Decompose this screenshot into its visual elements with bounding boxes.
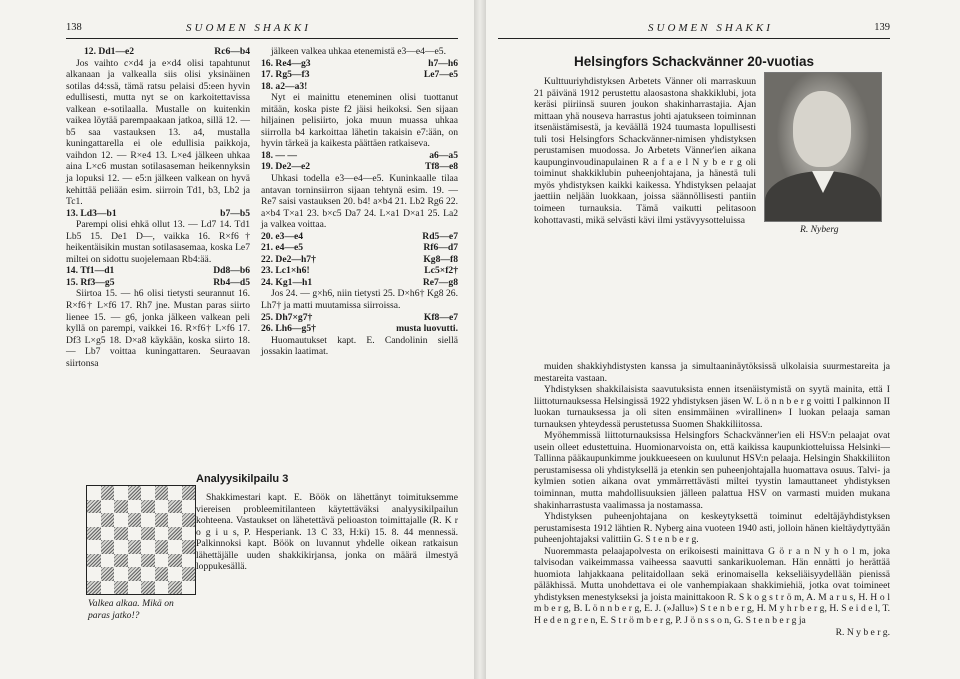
move-black: Rd5—e7 (422, 230, 458, 242)
move-line (261, 231, 458, 243)
move-line (261, 242, 458, 254)
annotation-paragraph: Siirtoa 15. — h6 olisi tietysti seurannut 16. R×f6† L×f6 17. Rh7 jne. Mustan paras siirto lienee 15. — g6, jonka jälkeen valkean peli kyllä on parempi, vaikkei 16. R×f6† L×f6 17. Df3 L×g5 18. D×a8 käykään, koska siirto 18. — Lb7 voittaa kuningattaren. Seuraavan siirtonsa (66, 288, 250, 369)
board-square (182, 527, 196, 541)
left-column-1 (66, 46, 250, 369)
board-square (87, 540, 101, 554)
board-square (182, 540, 196, 554)
right-page-number: 139 (874, 22, 890, 33)
annotation-paragraph: jälkeen valkea uhkaa etenemistä e3—e4—e5. (271, 46, 447, 57)
board-square (87, 581, 101, 595)
move-black: musta luovutti. (396, 323, 458, 335)
annotation-paragraph: Nyt ei mainittu eteneminen olisi tuottanut mitään, koska piste f2 jäisi heikoksi. Sen sijaan hiljainen pelisiirto, joka muun muassa uhkaa siirrolla b4 karkoittaa lähetin takaisin e7:ään, on hyvin tärkeä ja kaikesta päättäen ratkaiseva. (261, 92, 458, 150)
board-square (155, 527, 169, 541)
board-square (87, 513, 101, 527)
move-line (261, 312, 458, 324)
move-white: 18. — — (261, 149, 297, 161)
intro-paragraph: Kulttuuriyhdistyksen Arbetets Vänner oli marraskuun 21 päivänä 1912 perustettu alaosastona shakkiklubi, jota keräsi piiriinsä suuren joukon shakinharrastajia. Ajan mittaan yhä nouseva harrastus johti ajatukseen toiminnan itsenäistämisestä, ja keväällä 1924 tuumasta lopullisesti tuli tosi Helsingfors Schackvänner-nimisen yhdistyksen perustamisen muodossa. Jo Arbetets Vänner'ien aikana kaupunginvoudinapulainen R a f a e l N y b e r g oli toiminut shakkiklubin puheenjohtajana, ja hänestä tuli myös yhdistyksen kaikki kaikessa. Yhdistyksen pelaajat jaettiin neljään luokkaan, joissa säännöllisesti pantiin toimeen turnauksia. Tämä vaikutti pelitasoon kohottavasti, mikä selvästi kävi ilmi ystävyysotteluissa (534, 76, 756, 226)
move-black: Le7—e5 (423, 69, 458, 81)
board-square (155, 500, 169, 514)
photo-caption: R. Nyberg (800, 224, 839, 235)
move-white: 12. Dd1—e2 (84, 46, 135, 57)
board-square (141, 554, 155, 568)
board-square (168, 486, 182, 500)
board-square (101, 540, 115, 554)
move-white: 15. Rf3—g5 (66, 276, 115, 288)
move-white: 17. Rg5—f3 (261, 69, 310, 81)
board-square (114, 554, 128, 568)
board-square (87, 554, 101, 568)
board-square (101, 581, 115, 595)
annotation-paragraph: Jos 24. — g×h6, niin tietysti 25. D×h6† Kg8 26. Lh7† ja matti muutamissa siirroissa. (261, 288, 458, 312)
left-page-number: 138 (66, 22, 82, 33)
move-black: Lc5×f2† (424, 265, 458, 277)
board-square (114, 540, 128, 554)
section-title: Analyysikilpailu 3 (196, 473, 289, 485)
move-black: Dd8—b6 (213, 265, 250, 277)
move-black: h7—h6 (428, 57, 458, 69)
board-square (101, 500, 115, 514)
annotation-paragraph: Jos vaihto c×d4 ja e×d4 olisi tapahtunut alkanaan ja valkealla siis olisi yksinäinen sotilas d4:ssä, tämä ratsu pelaisi d5:een hyvin edullisesti, mutta nyt se on karkoitettavissa valkean e-sotilaalla. Mustalle on kuitenkin vaikea löytää parempaakaan jatkoa, sillä 12. — b5 saa vastauksen 13. a4, mustalla kuningattarella ei ole edullisia paikkoja, vaihdon 12. — R×e4 13. L×e4 jälkeen uhkaa aina L×c6 mustan sotilasaseman heikennyksin ja lopuksi 12. — e5:n jälkeen valkean on hyvä kehittää peliään esim. siirroin Td1, b3, Lb2 ja Tc1. (66, 57, 250, 208)
article-body (534, 361, 890, 638)
board-square (87, 500, 101, 514)
move-line (66, 208, 250, 220)
board-square (168, 527, 182, 541)
article-intro (534, 76, 756, 226)
board-square (155, 554, 169, 568)
board-square (141, 527, 155, 541)
move-black: Rf6—d7 (423, 242, 458, 254)
right-header-title: SUOMEN SHAKKI (648, 22, 773, 34)
left-page (0, 0, 474, 679)
board-square (114, 486, 128, 500)
board-square (101, 513, 115, 527)
left-column-2 (261, 46, 458, 358)
board-square (141, 567, 155, 581)
board-square (101, 486, 115, 500)
move-line (66, 265, 250, 277)
move-white: 23. Lc1×h6! (261, 265, 310, 277)
move-white: 24. Kg1—h1 (261, 276, 313, 288)
move-black: Kf8—e7 (423, 311, 458, 323)
right-running-header (498, 20, 890, 39)
diagram-caption: Valkea alkaa. Mikä on paras jatko!? (88, 598, 174, 621)
move-black: Rb4—d5 (213, 276, 250, 288)
move-white: 18. a2—a3! (261, 80, 308, 92)
article-title: Helsingfors Schackvänner 20-vuotias (573, 54, 815, 69)
board-square (128, 486, 142, 500)
move-black: Kg8—f8 (423, 253, 458, 265)
move-white: 14. Tf1—d1 (66, 265, 115, 277)
right-page (486, 0, 960, 679)
move-line (261, 81, 458, 93)
move-line (261, 69, 458, 81)
move-black: a6—a5 (429, 149, 458, 161)
board-square (114, 513, 128, 527)
move-black: Re7—g8 (422, 276, 458, 288)
board-square (141, 581, 155, 595)
board-square (128, 527, 142, 541)
move-white: 22. De2—h7† (261, 253, 316, 265)
move-black: b7—b5 (220, 207, 250, 219)
board-square (87, 486, 101, 500)
board-square (128, 554, 142, 568)
board-square (182, 486, 196, 500)
board-square (168, 554, 182, 568)
annotation-paragraph: Huomautukset kapt. E. Candolinin siellä jossakin laatimat. (261, 334, 458, 358)
board-square (114, 581, 128, 595)
board-square (141, 540, 155, 554)
board-square (141, 500, 155, 514)
book-gutter (474, 0, 486, 679)
board-square (168, 581, 182, 595)
section-text (196, 492, 458, 573)
board-square (128, 500, 142, 514)
article-paragraph: Myöhemmissä liittoturnauksissa Helsingfors Schackvänner'ien eli HSV:n pelaajat ovat usein olleet edustettuina. Huomionarvoista on, että kaikissa kaupunkiotteluissa Helsinki—Tallinna pääkaupunkimme joukkueeseen on kuulunut HSV:n pelaaja. Helsingin Shakkiliiton perustamisessa oli yhdistyksellä ja etenkin sen puheenjohtajalla huomattava osuus. Talvi- ja kylmien sotien aikana ovat ymmärrettävästi miltei tyystin lamauttaneet yhdistyksen toiminnan, mutta mahdollisuuksien jälleen palattua HSV on varmasti muiden mukana shakinharrastusta vaalimassa ja nostamassa. (534, 430, 890, 511)
move-line (261, 277, 458, 289)
article-paragraph: Yhdistyksen shakkilaisista saavutuksista ennen itsenäistymistä on syytä mainita, että I liittoturnauksessa Helsingissä 1922 yhdistyksen jäsen W. L ö n n b e r g voitti I palkinnon II luokan turnauksessa ja oli siten ensimmäinen »virallinen» I luokan pelaaja saman turnauksen yhteydessä perustetussa Suomen Shakkiliitossa. (534, 384, 890, 430)
left-header-title: SUOMEN SHAKKI (186, 22, 311, 34)
board-square (101, 554, 115, 568)
move-white: 20. e3—e4 (261, 230, 304, 242)
board-square (168, 540, 182, 554)
board-square (182, 513, 196, 527)
portrait-photo (764, 72, 882, 222)
board-square (128, 540, 142, 554)
article-paragraph: R. N y b e r g. (835, 626, 890, 638)
chess-diagram (86, 485, 196, 595)
board-square (128, 513, 142, 527)
move-black: Rc6—b4 (214, 46, 250, 57)
move-white: 26. Lh6—g5† (261, 323, 316, 335)
move-line (261, 150, 458, 162)
board-square (182, 500, 196, 514)
article-paragraph: muiden shakkiyhdistysten kanssa ja simultaaninäytöksissä ulkolaisia suurmestareita ja mestareita vastaan. (534, 361, 890, 384)
board-square (155, 540, 169, 554)
board-square (141, 513, 155, 527)
board-square (168, 567, 182, 581)
move-line (261, 323, 458, 335)
board-square (114, 500, 128, 514)
section-paragraph: Shakkimestari kapt. E. Böök on lähettänyt toimituksemme viereisen probleemitilanteen käytettäväksi analyysikilpailun kohteena. Vastaukset on lähetettävä pelioaston toimittajalle (R. K r o g i u s, P. Hesperiank. 13 C 33, H:ki) 15. 8. 44 mennessä. Palkinnoksi kapt. Böök on luvannut yhdelle oikean ratkaisun lähettäjälle uuden shakkikirjansa, jonka on määrä ilmestyä loppukesällä. (196, 492, 458, 573)
move-line (261, 265, 458, 277)
board-square (168, 500, 182, 514)
move-white: 16. Re4—g3 (261, 57, 311, 69)
move-line (261, 254, 458, 266)
board-square (141, 486, 155, 500)
board-square (101, 527, 115, 541)
article-paragraph: Yhdistyksen puheenjohtajana on keskeytyksettä toiminut edeltäjäyhdistyksen perustamisesta 1912 lähtien R. Nyberg aina vuoteen 1940 asti, jolloin hänen kieltäydyttyään puheenjohtajaksi valittiin G. S t e n b e r g. (534, 511, 890, 546)
move-white: 21. e4—e5 (261, 242, 304, 254)
board-square (155, 581, 169, 595)
board-square (155, 513, 169, 527)
board-square (182, 554, 196, 568)
board-square (155, 486, 169, 500)
board-square (128, 581, 142, 595)
move-white: 13. Ld3—b1 (66, 207, 117, 219)
board-square (101, 567, 115, 581)
move-white: 25. Dh7×g7† (261, 311, 313, 323)
board-square (155, 567, 169, 581)
left-running-header (66, 20, 458, 39)
annotation-paragraph: Parempi olisi ehkä ollut 13. — Ld7 14. Td1 Lb5 15. De1 D—, vaikka 16. R×f6† heikentäisikin mustan sotilasasemaa, koska Le7 miltei on sidottu suojelemaan Rb4:ää. (66, 219, 250, 265)
move-line (261, 161, 458, 173)
annotation-paragraph: Uhkasi todella e3—e4—e5. Kuninkaalle tilaa antavan torninsiirron sijaan tehtynä esim. 19. — Re7 saisi vastauksen 20. b4! a×b4 21. Lb2 Rg6 22. a×b4 T×a1 23. b×c5 Da7 24. L×a1 D×a1 25. La2 ja valkea voittaa. (261, 173, 458, 231)
move-white: 19. De2—e2 (261, 161, 311, 173)
board-square (168, 513, 182, 527)
board-square (114, 527, 128, 541)
move-line (66, 277, 250, 289)
board-square (114, 567, 128, 581)
move-black: Tf8—e8 (424, 161, 458, 173)
board-square (87, 567, 101, 581)
article-paragraph: Nuoremmasta pelaajapolvesta on erikoisesti mainittava G ö r a n N y h o l m, joka talvisodan vaikeimmassa vaiheessa saavutti sankarikuoleman. Hän ennätti jo herättää huomiota lahjakkaana pelitaidollaan sekä erinomaisella kekseliäisyydellään pienissä päläkhissä. Mutta unohdettava ei ole vanhempiakaan shakkimiehiä, jotka ovat toimineet yhdistyksen menestykseksi ja joista mainittakoon R. S k o g s t r ö m, A. M a r u s, H. H o l m b e r g, B. L ö n n b e r g, E. J. (»Jallu») S t e n b e r g, H. M y h r b e r g, H. S e i d e l, T. H e d e n g r e n, E. S t r ö m b e r g, P. J ö n s s o n, G. S t e n b e r g ja (534, 545, 890, 627)
board-square (182, 581, 196, 595)
board-square (128, 567, 142, 581)
move-line (261, 58, 458, 70)
board-square (182, 567, 196, 581)
board-square (87, 527, 101, 541)
move-line (66, 46, 250, 58)
